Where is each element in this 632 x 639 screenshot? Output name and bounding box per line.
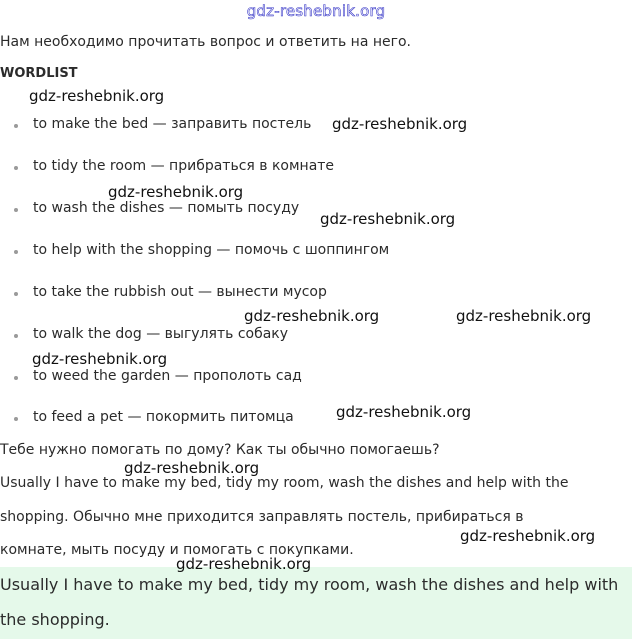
header-watermark: gdz-reshebnik.org	[246, 2, 386, 20]
bullet-icon	[14, 292, 18, 296]
wordlist-item-text: to help with the shopping — помочь с шоппингом	[33, 242, 390, 258]
watermark-text: gdz-reshebnik.org	[244, 307, 380, 325]
bullet-icon	[14, 166, 18, 170]
answer-line: shopping. Обычно мне приходится заправлять постель, прибираться в	[0, 509, 524, 525]
wordlist-item	[14, 284, 327, 300]
watermark-text: gdz-reshebnik.org	[124, 459, 260, 477]
intro-text: Нам необходимо прочитать вопрос и ответить на него.	[0, 34, 411, 50]
watermark-text: gdz-reshebnik.org	[108, 183, 244, 201]
wordlist-heading: WORDLIST	[0, 66, 78, 81]
watermark-text: gdz-reshebnik.org	[176, 555, 312, 573]
watermark-text: gdz-reshebnik.org	[29, 87, 165, 105]
wordlist-item-text: to weed the garden — прополоть сад	[33, 368, 302, 384]
wordlist-item	[14, 158, 335, 174]
question-text: Тебе нужно помогать по дому? Как ты обычно помогаешь?	[0, 442, 440, 458]
answer-box-line: Usually I have to make my bed, tidy my room, wash the dishes and help with	[0, 575, 619, 594]
watermark-text: gdz-reshebnik.org	[456, 307, 592, 325]
watermark-text: gdz-reshebnik.org	[32, 350, 168, 368]
watermark-text: gdz-reshebnik.org	[460, 527, 596, 545]
answer-line: комнате, мыть посуду и помогать с покупками.	[0, 542, 354, 558]
wordlist-item	[14, 326, 289, 342]
wordlist-item-text: to tidy the room — прибраться в комнате	[33, 158, 335, 174]
answer-box	[0, 567, 632, 639]
bullet-icon	[14, 208, 18, 212]
wordlist-item	[14, 242, 390, 258]
wordlist-item	[14, 116, 312, 132]
answer-box-line: the shopping.	[0, 610, 110, 629]
bullet-icon	[14, 124, 18, 128]
wordlist-item-text: to take the rubbish out — вынести мусор	[33, 284, 327, 300]
watermark-text: gdz-reshebnik.org	[336, 403, 472, 421]
bullet-icon	[14, 376, 18, 380]
wordlist-item-text: to make the bed — заправить постель	[33, 116, 312, 132]
wordlist-item	[14, 200, 300, 216]
watermark-text: gdz-reshebnik.org	[320, 210, 456, 228]
answer-line: Usually I have to make my bed, tidy my room, wash the dishes and help with the	[0, 475, 569, 491]
wordlist-item-text: to feed a pet — покормить питомца	[33, 409, 294, 425]
bullet-icon	[14, 250, 18, 254]
wordlist-item-text: to wash the dishes — помыть посуду	[33, 200, 300, 216]
wordlist-item	[14, 409, 294, 425]
wordlist-item-text: to walk the dog — выгулять собаку	[33, 326, 289, 342]
bullet-icon	[14, 334, 18, 338]
bullet-icon	[14, 417, 18, 421]
watermark-text: gdz-reshebnik.org	[332, 115, 468, 133]
wordlist-item	[14, 368, 302, 384]
